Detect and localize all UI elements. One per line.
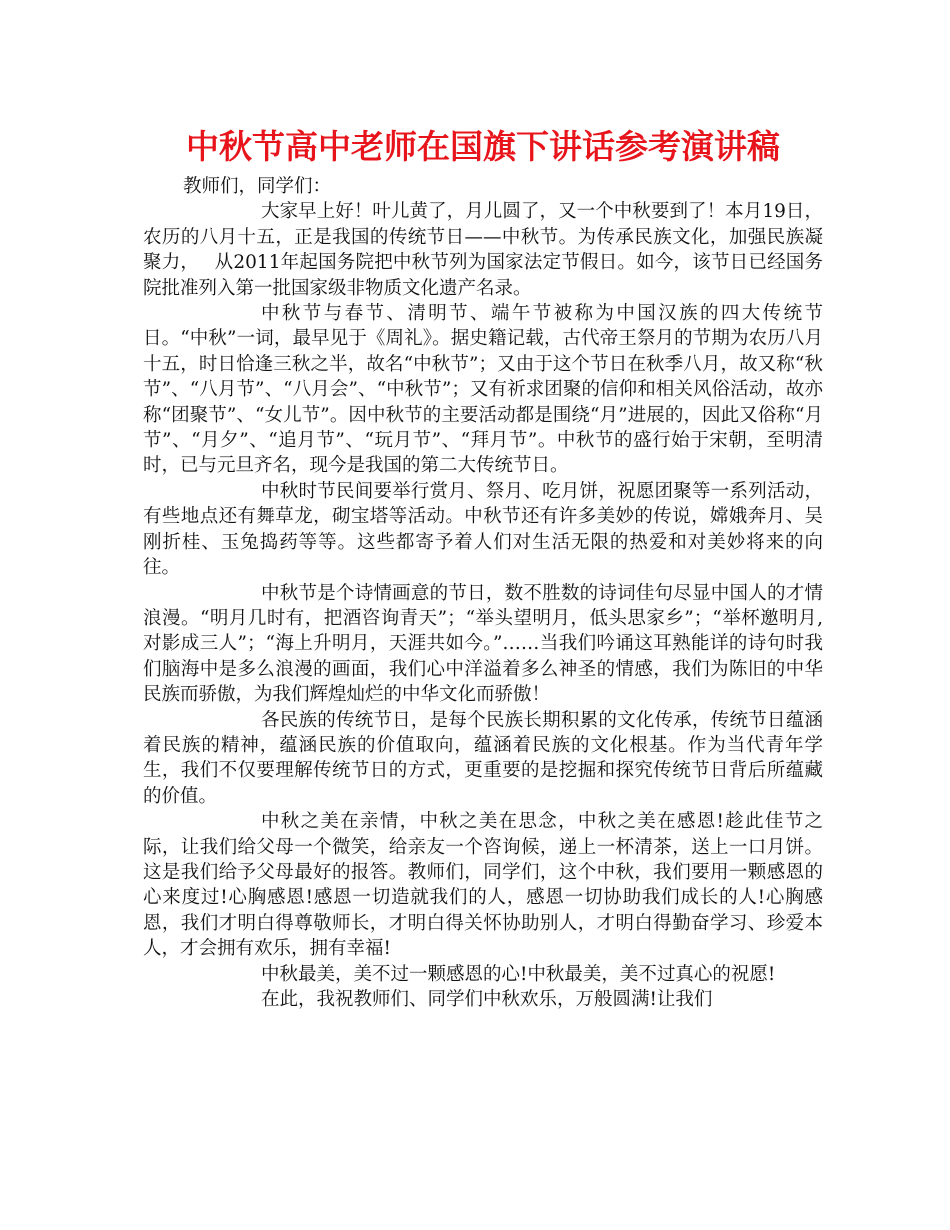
paragraph-3: 中秋时节民间要举行赏月、祭月、吃月饼，祝愿团聚等一系列活动，有些地点还有舞草龙，砌宝塔等活动。中秋节还有许多美妙的传说，嫦娥奔月、吴刚折桂、玉兔捣药等等。这些都寄予着人们对生活无限的热爱和对美妙将来的向往。 bbox=[143, 480, 823, 579]
paragraph-4: 中秋节是个诗情画意的节日，数不胜数的诗词佳句尽显中国人的才情浪漫。“明月几时有，把酒咨询青天”；“举头望明月，低头思家乡”；“举杯邀明月,对影成三人”；“海上升明月，天涯共如今。”……当我们吟诵这耳熟能详的诗句时我们脑海中是多么浪漫的画面，我们心中洋溢着多么神圣的情感，我们为陈旧的中华民族而骄傲，为我们辉煌灿烂的中华文化而骄傲！ bbox=[143, 582, 823, 706]
paragraph-6: 中秋之美在亲情，中秋之美在思念，中秋之美在感恩!趁此佳节之际，让我们给父母一个微笑，给亲友一个咨询候，递上一杯清茶，送上一口月饼。这是我们给予父母最好的报答。教师们，同学们，这个中秋，我们要用一颗感恩的心来度过!心胸感恩!感恩一切造就我们的人，感恩一切协助我们成长的人!心胸感恩，我们才明白得尊敬师长，才明白得关怀协助别人，才明白得勤奋学习、珍爱本人，才会拥有欢乐，拥有幸福! bbox=[143, 811, 823, 960]
document-page bbox=[143, 120, 823, 1012]
paragraph-7: 中秋最美，美不过一颗感恩的心!中秋最美，美不过真心的祝愿! bbox=[261, 963, 776, 985]
paragraph-1: 大家早上好！叶儿黄了，月儿圆了，又一个中秋要到了！本月19日，农历的八月十五，正是我国的传统节日——中秋节。为传承民族文化，加强民族凝聚力， 从2011年起国务院把中秋节列为国家法定节假日。如今，该节日已经国务院批准列入第一批国家级非物质文化遗产名录。 bbox=[143, 201, 823, 299]
paragraph-5: 各民族的传统节日，是每个民族长期积累的文化传承，传统节日蕴涵着民族的精神，蕴涵民族的价值取向，蕴涵着民族的文化根基。作为当代青年学生，我们不仅要理解传统节日的方式，更重要的是挖掘和探究传统节日背后所蕴藏的价值。 bbox=[143, 709, 823, 807]
paragraph-8: 在此，我祝教师们、同学们中秋欢乐，万般圆满!让我们 bbox=[261, 989, 713, 1010]
document-title: 中秋节高中老师在国旗下讲话参考演讲稿 bbox=[186, 127, 780, 166]
greeting-line: 教师们，同学们： bbox=[183, 176, 332, 197]
paragraph-2: 中秋节与春节、清明节、端午节被称为中国汉族的四大传统节日。“中秋”一词，最早见于《周礼》。据史籍记载，古代帝王祭月的节期为农历八月十五，时日恰逢三秋之半，故名“中秋节”；又由于这个节日在秋季八月，故又称“秋节”、“八月节”、“八月会”、“中秋节”；又有祈求团聚的信仰和相关风俗活动，故亦称“团聚节”、“女儿节”。因中秋节的主要活动都是围绕“月”进展的，因此又俗称“月节”、“月夕”、“追月节”、“玩月节”、“拜月节”。中秋节的盛行始于宋朝，至明清时，已与元旦齐名，现今是我国的第二大传统节日。 bbox=[143, 303, 823, 477]
